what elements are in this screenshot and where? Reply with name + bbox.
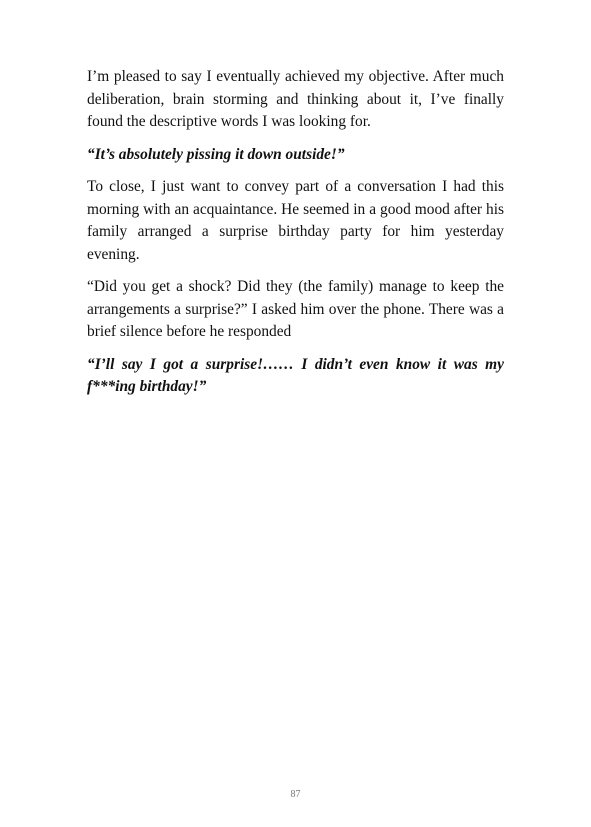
page-number: 87: [290, 789, 301, 800]
quote-outside: “It’s absolutely pissing it down outside!”: [87, 145, 345, 163]
quote-birthday: “I’ll say I got a surprise!…… I didn’t even know it was my f***ing birthday!”: [87, 355, 504, 395]
body-text: [87, 66, 504, 409]
paragraph-conversation: To close, I just want to convey part of a conversation I had this morning with an acquaintance. He seemed in a good mood after his family arranged a surprise birthday party for him yesterday evening.: [87, 178, 504, 263]
paragraph-question: “Did you get a shock? Did they (the family) manage to keep the arrangements a surprise?” I asked him over the phone. There was a brief silence before he responded: [87, 278, 504, 340]
paragraph-objective: I’m pleased to say I eventually achieved my objective. After much deliberation, brain storming and thinking about it, I’ve finally found the descriptive words I was looking for.: [87, 68, 504, 130]
